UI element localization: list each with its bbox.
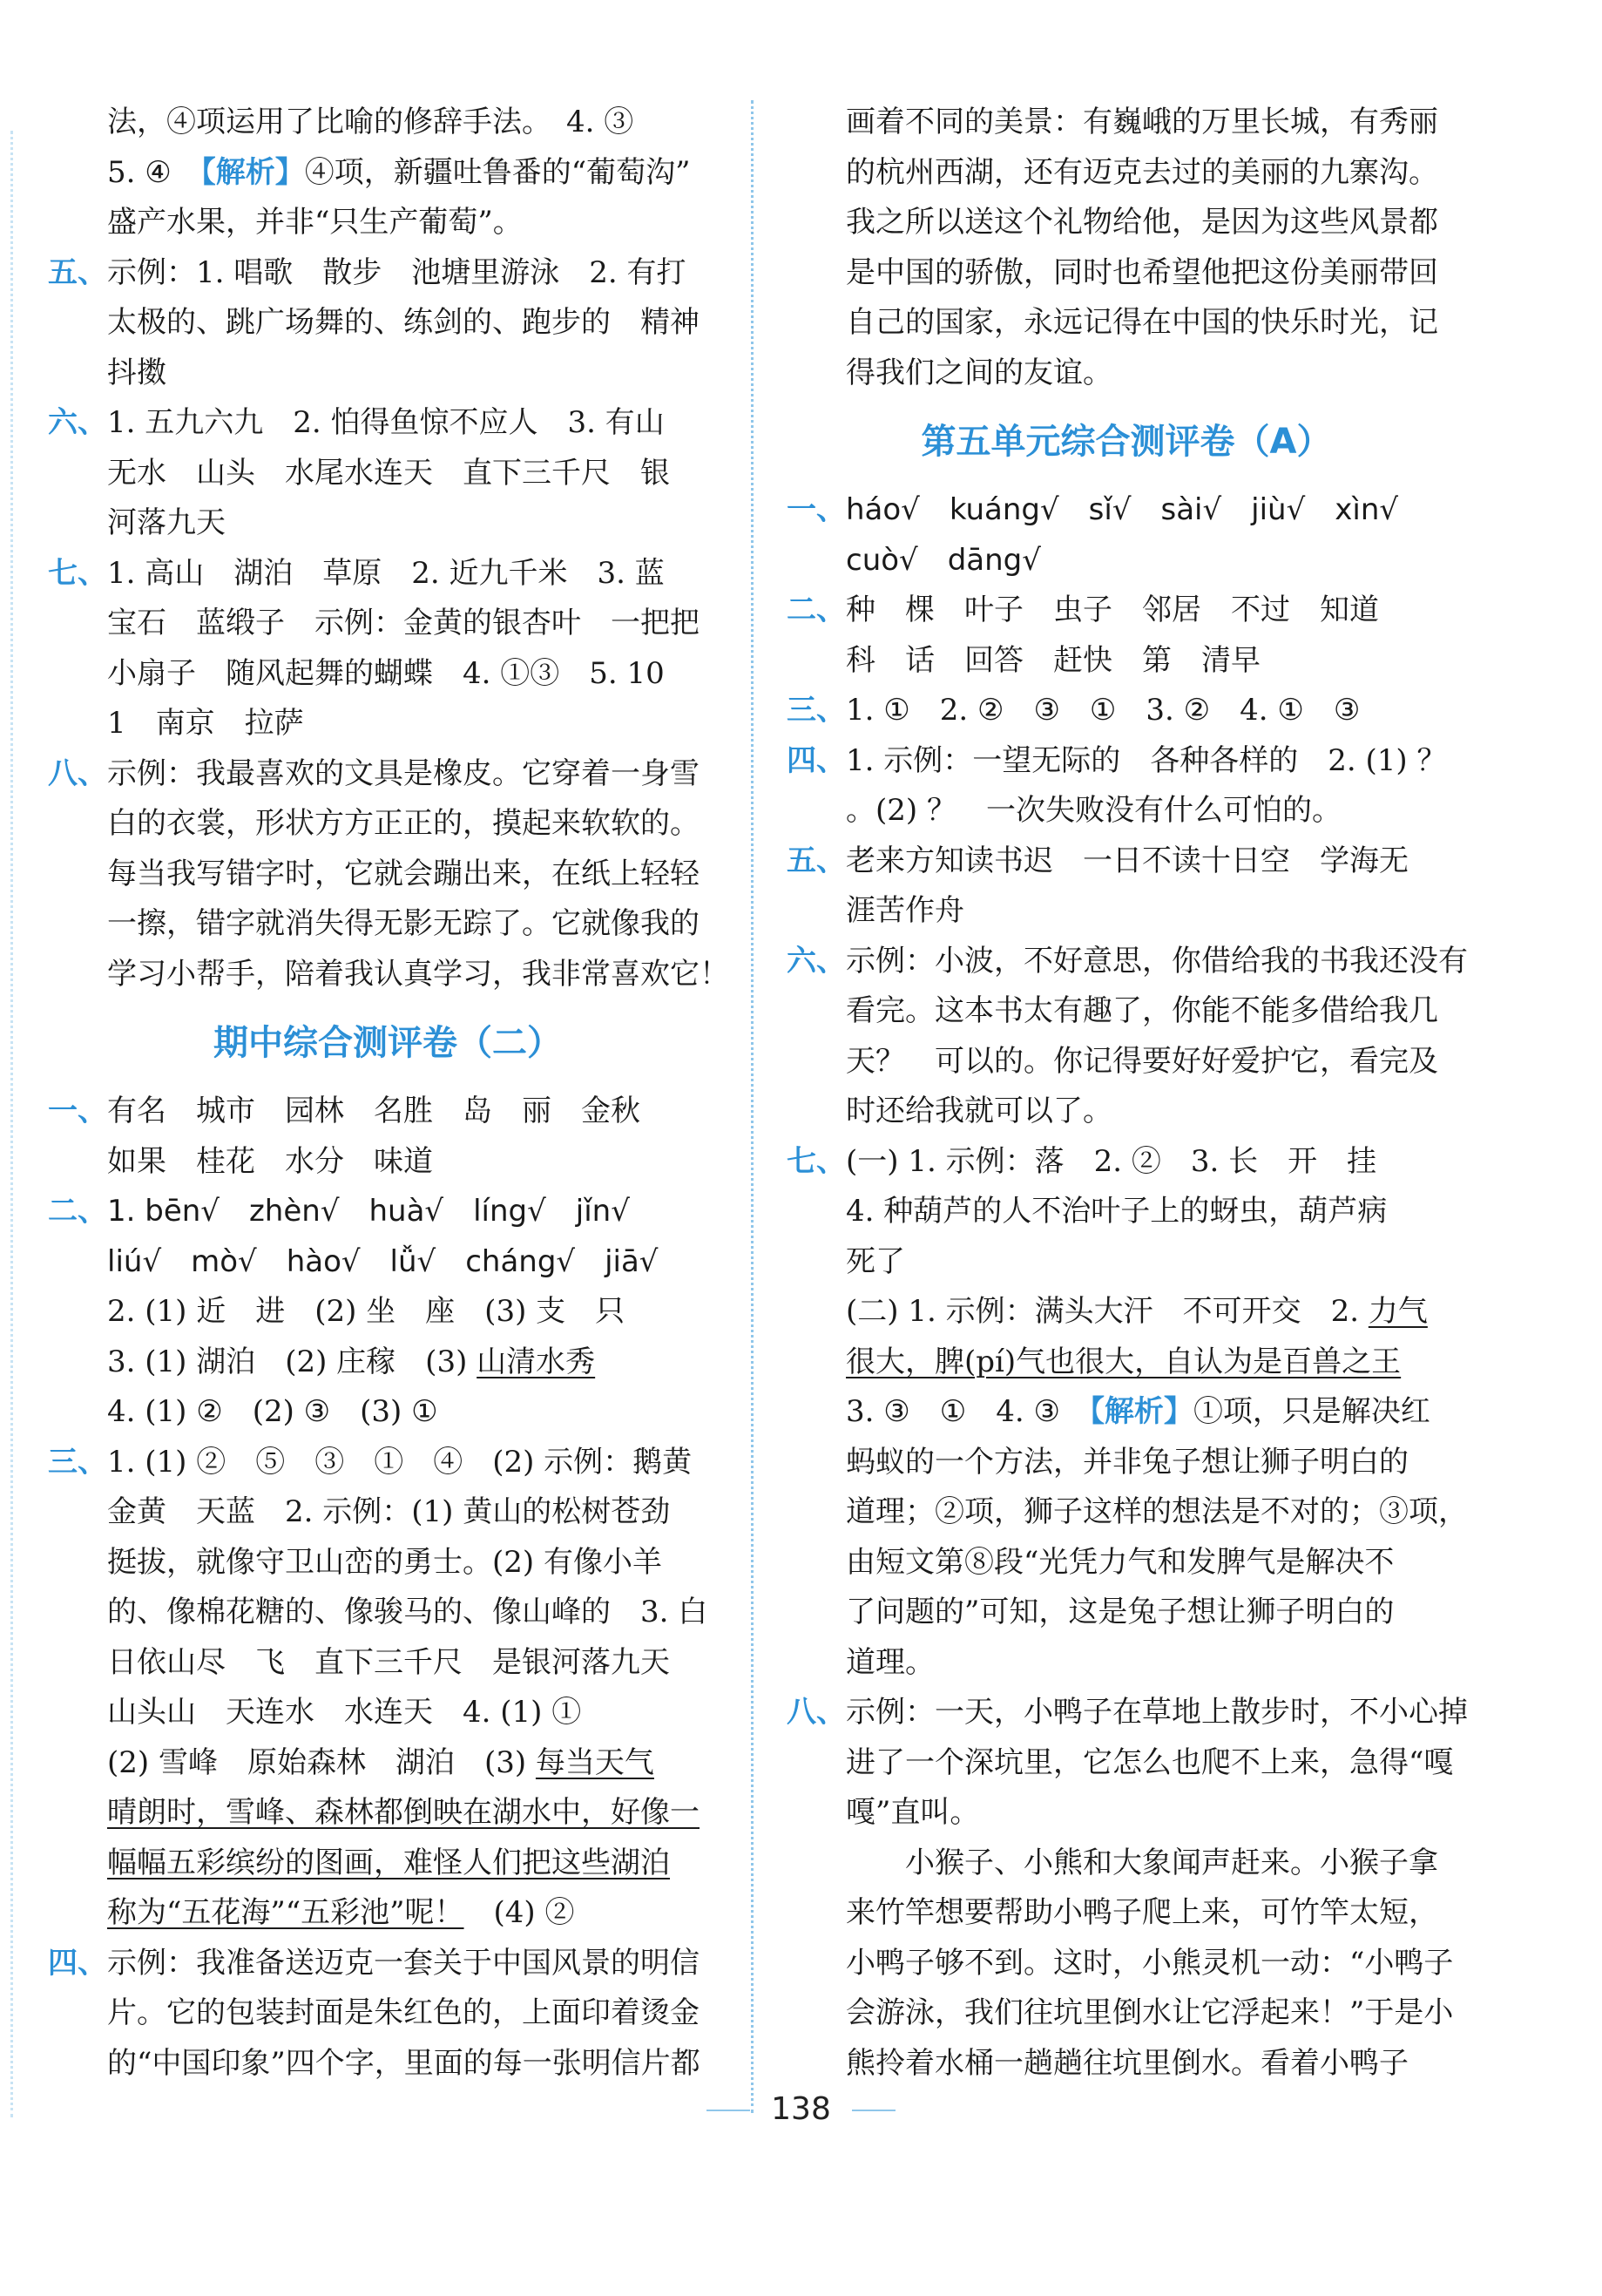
- section-marker: 四、: [787, 742, 846, 778]
- text-line: 如果 桂花 水分 味道: [107, 1143, 433, 1179]
- text-line: 白的衣裳，形状方方正正的，摸起来软软的。: [107, 806, 700, 841]
- text-line: 法，④项运用了比喻的修辞手法。 4. ③: [107, 105, 634, 139]
- text-line: 学习小帮手，陪着我认真学习，我非常喜欢它！: [107, 956, 729, 992]
- section-marker: 一、: [48, 1094, 107, 1128]
- text-line: 小猴子、小熊和大象闻声赶来。小猴子拿: [905, 1845, 1438, 1880]
- text-line: 来竹竿想要帮助小鸭子爬上来，可竹竿太短，: [846, 1895, 1438, 1930]
- underlined-answer: 称为“五花海”“五彩池”呢！: [107, 1895, 464, 1930]
- analysis-tag: 【解析】: [200, 154, 305, 190]
- text-line: 蚂蚁的一个方法，并非兔子想让狮子明白的: [846, 1444, 1409, 1480]
- text-line: 熊拎着水桶一趟趟往坑里倒水。看着小鸭子: [846, 2045, 1409, 2081]
- text-line: 我之所以送这个礼物给他，是因为这些风景都: [846, 205, 1438, 240]
- text-line: 。(2) ？ 一次失败没有什么可怕的。: [846, 793, 1342, 828]
- text-line: 八、示例：一天，小鸭子在草地上散步时，不小心掉: [787, 1688, 1466, 1738]
- text-line: 得我们之间的友谊。: [846, 355, 1112, 390]
- text-line: 片。它的包装封面是朱红色的，上面印着烫金: [107, 1995, 700, 2030]
- text-line: 道理；②项，狮子这样的想法是不对的；③项，: [846, 1494, 1468, 1529]
- text-line: 三、1. ① 2. ② ③ ① 3. ② 4. ① ③: [787, 686, 1466, 736]
- text-line: 2. (1) 近 进 (2) 坐 座 (3) 支 只: [107, 1294, 625, 1329]
- text-line: 四、1. 示例：一望无际的 各种各样的 2. (1) ？: [787, 736, 1466, 787]
- text-line: [48, 1839, 727, 1889]
- text-line: 五、老来方知读书迟 一日不读十日空 学海无: [787, 836, 1466, 887]
- text-line: 金黄 天蓝 2. 示例：(1) 黄山的松树苍劲: [107, 1494, 671, 1529]
- text-line: 一、háo√ kuáng√ sǐ√ sài√ jiù√ xìn√: [787, 485, 1466, 536]
- section-title: 期中综合测评卷（二）: [213, 1023, 562, 1063]
- section-marker: 八、: [787, 1695, 846, 1730]
- text-line: [787, 1338, 1466, 1388]
- text-line: 抖擞: [107, 355, 166, 390]
- text-line: 一擦，错字就消失得无影无踪了。它就像我的: [107, 906, 700, 941]
- section-marker: 二、: [787, 593, 846, 627]
- text-line: 进了一个深坑里，它怎么也爬不上来，急得“嘎: [846, 1744, 1454, 1780]
- section-marker: 三、: [787, 693, 846, 728]
- text-line: 5. ④ 【解析】④项，新疆吐鲁番的“葡萄沟”: [107, 154, 691, 190]
- section-marker: 三、: [48, 1444, 107, 1480]
- text-line: 4. 种葫芦的人不治叶子上的蚜虫，葫芦病: [846, 1194, 1388, 1229]
- text-line: 六、1. 五九六九 2. 怕得鱼惊不应人 3. 有山: [48, 398, 727, 449]
- page-number-dash: [852, 2110, 896, 2111]
- text-line: 太极的、跳广场舞的、练剑的、跑步的 精神: [107, 305, 700, 340]
- margin-rule: [10, 131, 13, 2117]
- underlined-answer: 幅幅五彩缤纷的图画，难怪人们把这些湖泊: [107, 1845, 670, 1880]
- text-line: 1 南京 拉萨: [107, 706, 304, 741]
- text-line: 了问题的”可知，这是兔子想让狮子明白的: [846, 1595, 1395, 1629]
- section-marker: 一、: [787, 492, 846, 527]
- text-line: 二、1. bēn√ zhèn√ huà√ líng√ jǐn√: [48, 1187, 727, 1237]
- section-marker: 八、: [48, 755, 107, 791]
- text-line: [48, 1788, 727, 1839]
- text-line: 会游泳，我们往坑里倒水让它浮起来！”于是小: [846, 1995, 1454, 2030]
- text-line: 山头山 天连水 水连天 4. (1) ①: [107, 1695, 582, 1730]
- section-marker: 五、: [48, 254, 107, 290]
- text-line: 看完。这本书太有趣了，你能不能多借给我几: [846, 993, 1438, 1028]
- text-line: cuò√ dāng√: [846, 542, 1041, 578]
- text-line: 道理。: [846, 1644, 935, 1680]
- text-line: 画着不同的美景：有巍峨的万里长城，有秀丽: [846, 105, 1438, 139]
- underlined-answer: 每当天气: [535, 1744, 654, 1780]
- text-line: 挺拔，就像守卫山峦的勇士。(2) 有像小羊: [107, 1544, 662, 1580]
- text-line: 八、示例：我最喜欢的文具是橡皮。它穿着一身雪: [48, 749, 727, 800]
- text-line: 无水 山头 水尾水连天 直下三千尺 银: [107, 455, 670, 491]
- left-column: [48, 98, 727, 2089]
- underlined-answer: 力气: [1368, 1294, 1428, 1329]
- text-line: 3. ③ ① 4. ③ 【解析】①项，只是解决红: [846, 1394, 1430, 1429]
- text-line: 的、像棉花糖的、像骏马的、像山峰的 3. 白: [107, 1595, 708, 1629]
- text-line: 河落九天: [107, 505, 226, 540]
- text-line: 七、(一) 1. 示例：落 2. ② 3. 长 开 挂: [787, 1137, 1466, 1188]
- page-number: 138: [0, 2091, 1602, 2127]
- text-line: 五、示例：1. 唱歌 散步 池塘里游泳 2. 有打: [48, 248, 727, 299]
- text-line: 每当我写错字时，它就会蹦出来，在纸上轻轻: [107, 856, 700, 891]
- text-line: 二、种 棵 叶子 虫子 邻居 不过 知道: [787, 586, 1466, 636]
- section-title: 第五单元综合测评卷（A）: [921, 422, 1332, 462]
- text-line: 盛产水果，并非“只生产葡萄”。: [107, 205, 523, 240]
- section-marker: 七、: [787, 1143, 846, 1179]
- text-line: 时还给我就可以了。: [846, 1094, 1112, 1128]
- analysis-tag: 【解析】: [1089, 1394, 1193, 1429]
- right-column: [787, 98, 1466, 2089]
- text-line: 四、示例：我准备送迈克一套关于中国风景的明信: [48, 1939, 727, 1989]
- text-line: liú√ mò√ hào√ lǚ√ cháng√ jiā√: [107, 1243, 659, 1279]
- text-line: 宝石 蓝缎子 示例：金黄的银杏叶 一把把: [107, 606, 700, 640]
- text-line: 自己的国家，永远记得在中国的快乐时光，记: [846, 305, 1438, 340]
- text-line: 3. (1) 湖泊 (2) 庄稼 (3) 山清水秀: [107, 1344, 596, 1379]
- section-marker: 四、: [48, 1945, 107, 1981]
- underlined-answer: 山清水秀: [477, 1344, 596, 1379]
- text-line: 是中国的骄傲，同时也希望他把这份美丽带回: [846, 254, 1438, 290]
- text-line: 由短文第⑧段“光凭力气和发脾气是解决不: [846, 1544, 1395, 1580]
- text-line: 三、1. (1) ② ⑤ ③ ① ④ (2) 示例：鹅黄: [48, 1438, 727, 1488]
- text-line: 科 话 回答 赶快 第 清早: [846, 642, 1261, 678]
- text-line: 一、有名 城市 园林 名胜 岛 丽 金秋: [48, 1087, 727, 1137]
- text-line: (2) 雪峰 原始森林 湖泊 (3) 每当天气: [107, 1744, 654, 1780]
- text-line: 日依山尽 飞 直下三千尺 是银河落九天: [107, 1644, 670, 1680]
- column-divider: [751, 100, 754, 2113]
- underlined-answer: 很大，脾(pí)气也很大，自认为是百兽之王: [846, 1344, 1402, 1379]
- text-line: (二) 1. 示例：满头大汗 不可开交 2. 力气: [846, 1294, 1428, 1329]
- text-line: 称为“五花海”“五彩池”呢！ (4) ②: [107, 1895, 575, 1930]
- page-number-dash: [706, 2110, 750, 2111]
- underlined-answer: 晴朗时，雪峰、森林都倒映在湖水中，好像一: [107, 1795, 700, 1830]
- section-marker: 六、: [48, 405, 107, 440]
- text-line: 小鸭子够不到。这时，小熊灵机一动：“小鸭子: [846, 1945, 1454, 1981]
- text-line: 死了: [846, 1243, 905, 1279]
- text-line: 小扇子 随风起舞的蝴蝶 4. ①③ 5. 10: [107, 655, 665, 691]
- text-line: 六、示例：小波，不好意思，你借给我的书我还没有: [787, 937, 1466, 987]
- section-marker: 五、: [787, 843, 846, 878]
- text-line: 4. (1) ② (2) ③ (3) ①: [107, 1394, 438, 1429]
- section-marker: 六、: [787, 943, 846, 979]
- section-marker: 二、: [48, 1194, 107, 1229]
- text-line: 的“中国印象”四个字，里面的每一张明信片都: [107, 2045, 700, 2081]
- text-line: 七、1. 高山 湖泊 草原 2. 近九千米 3. 蓝: [48, 549, 727, 599]
- section-marker: 七、: [48, 555, 107, 591]
- text-line: 涯苦作舟: [846, 893, 964, 928]
- text-line: 嘎”直叫。: [846, 1795, 980, 1830]
- text-line: 天？ 可以的。你记得要好好爱护它，看完及: [846, 1043, 1438, 1079]
- text-line: 的杭州西湖，还有迈克去过的美丽的九寨沟。: [846, 154, 1438, 190]
